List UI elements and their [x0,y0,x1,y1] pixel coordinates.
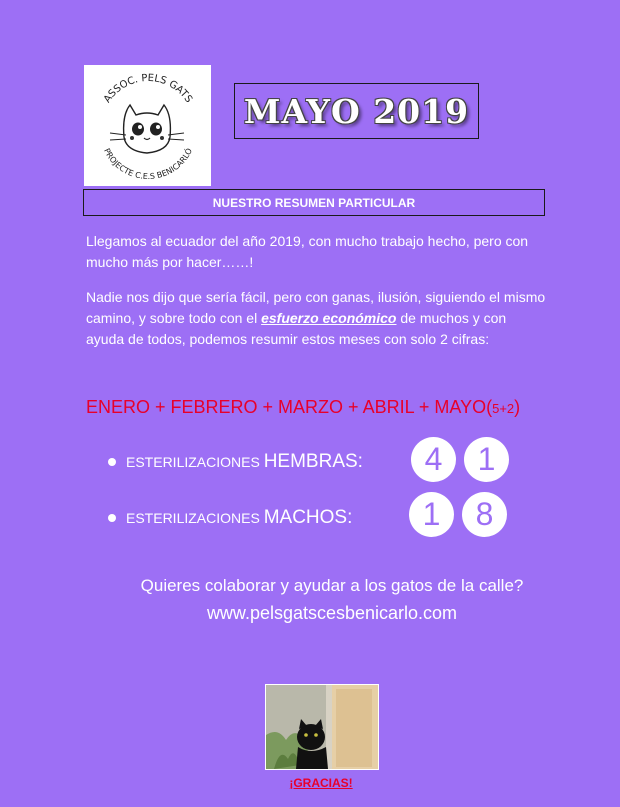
page-title: MAYO 2019 [243,91,470,131]
stat-label-big: MACHOS: [263,507,353,528]
digits-hembras [411,437,509,482]
summary-paragraph [86,287,546,350]
logo-text-top: ASSOC. PELS GATS [101,72,195,105]
website-link[interactable]: www.pelsgatscesbenicarlo.com [206,603,458,623]
cat-photo [265,684,379,770]
stat-label-prefix: ESTERILIZACIONES [126,510,264,526]
section-heading: NUESTRO RESUMEN PARTICULAR [83,189,545,216]
title-box [234,83,479,139]
months-line [86,397,520,418]
digit-circle: 1 [464,437,509,482]
svg-text:ASSOC. PELS GATS [102,73,194,105]
stat-label-big: HEMBRAS: [263,451,363,472]
intro-paragraph: Llegamos al ecuador del año 2019, con mucho trabajo hecho, pero con mucho más por hacer……! [86,233,529,270]
association-logo [84,65,211,186]
summary-text-before: Nadie nos dijo que sería fácil, pero con ganas, ilusión, siguiendo el mismo camino, y sobre todo con el [86,289,546,326]
digits-machos [409,492,507,537]
black-cat-photo-icon [266,685,378,769]
digit-circle: 8 [462,492,507,537]
digit-circle: 1 [409,492,454,537]
stat-label-machos [126,507,352,529]
emphasis-text: esfuerzo económico [261,310,397,326]
months-text: ENERO + FEBRERO + MARZO + ABRIL + MAYO( [86,397,493,417]
cta-question: Quieres colaborar y ayudar a los gatos de la calle? [140,576,524,595]
months-close: ) [514,397,521,417]
cat-face-logo-icon [84,65,211,186]
stat-row-hembras [108,440,363,484]
months-small: 5+2 [492,401,515,416]
stat-label-hembras [126,451,363,473]
stat-row-machos [108,496,352,540]
bullet-icon [108,514,116,522]
stat-label-prefix: ESTERILIZACIONES [126,454,264,470]
svg-text:PROJECTE C.E.S BENICARLÓ [102,146,194,181]
bullet-icon [108,458,116,466]
thanks-text: ¡GRACIAS! [289,776,353,790]
logo-text-bottom: PROJECTE C.E.S BENICARLÓ [102,146,194,182]
digit-circle: 4 [411,437,456,482]
summary-text-after: de muchos y con ayuda de todos, podemos resumir estos meses con solo 2 cifras: [86,310,507,347]
